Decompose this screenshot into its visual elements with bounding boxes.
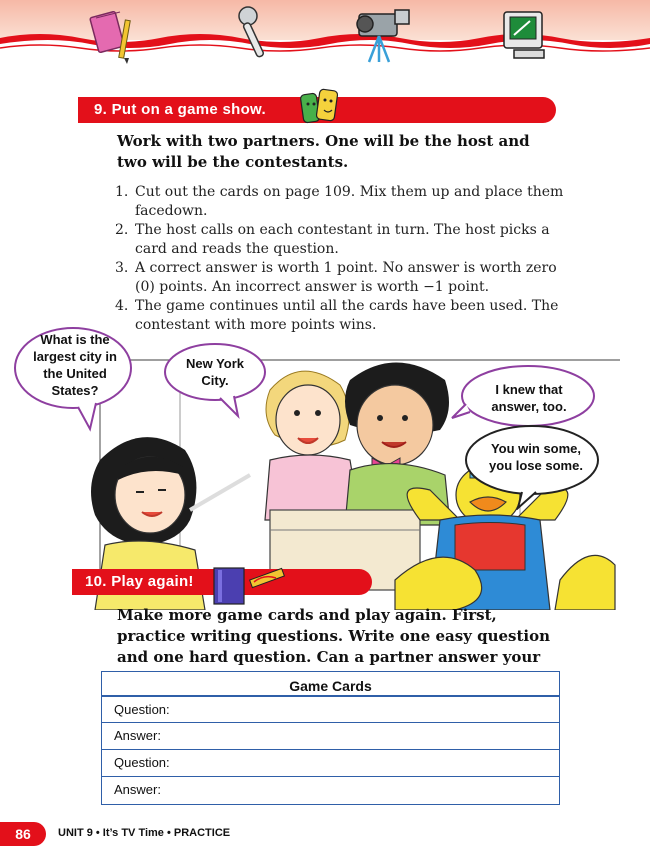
list-item: 4. The game continues until all the cards have been used. The contestant with more points wins. — [115, 298, 559, 333]
table-row[interactable] — [102, 722, 559, 749]
computer-icon — [500, 10, 550, 68]
row-label: Answer: — [114, 782, 161, 797]
bubble-host-text: What is the largest city in the United States? — [33, 332, 117, 398]
list-item: 3. A correct answer is worth 1 point. No answer is worth zero (0) points. An incorrect answer is worth −1 point. — [115, 260, 557, 295]
table-row[interactable] — [102, 695, 559, 723]
section-9-instructions: Work with two partners. One will be the host and two will be the contestants. — [117, 132, 530, 171]
bubble-bird-text: You win some, you lose some. — [489, 441, 583, 473]
steps-list — [103, 183, 573, 335]
section-10-title: 10. Play again! — [85, 573, 194, 590]
row-label: Question: — [114, 702, 170, 717]
bubble-contestant-text: New York City. — [185, 356, 245, 388]
footer-unit-text: UNIT 9 • It’s TV Time • PRACTICE — [58, 827, 231, 839]
bubble-other-contestant-text: I knew that answer, too. — [491, 382, 567, 414]
list-item: 2. The host calls on each contestant in turn. The host picks a card and reads the question. — [115, 222, 550, 257]
table-row[interactable] — [102, 749, 559, 776]
list-item: 1. Cut out the cards on page 109. Mix them up and place them facedown. — [115, 184, 564, 219]
page-number: 86 — [0, 822, 46, 846]
row-label: Answer: — [114, 728, 161, 743]
game-cards-table — [101, 671, 560, 805]
game-cards-title: Game Cards — [289, 678, 372, 694]
section-10-instructions: Make more game cards and play again. First, practice writing questions. Write one easy question and one hard question. Can a partner answer your — [117, 606, 551, 666]
notepad-pencil-icon — [88, 6, 136, 64]
microphone-icon — [236, 4, 276, 66]
table-row[interactable] — [102, 776, 559, 803]
faces-icon — [298, 86, 342, 126]
video-camera-icon — [345, 4, 417, 66]
section-9-title: 9. Put on a game show. — [94, 101, 266, 118]
row-label: Question: — [114, 755, 170, 770]
notebook-pencil-icon — [210, 560, 290, 608]
